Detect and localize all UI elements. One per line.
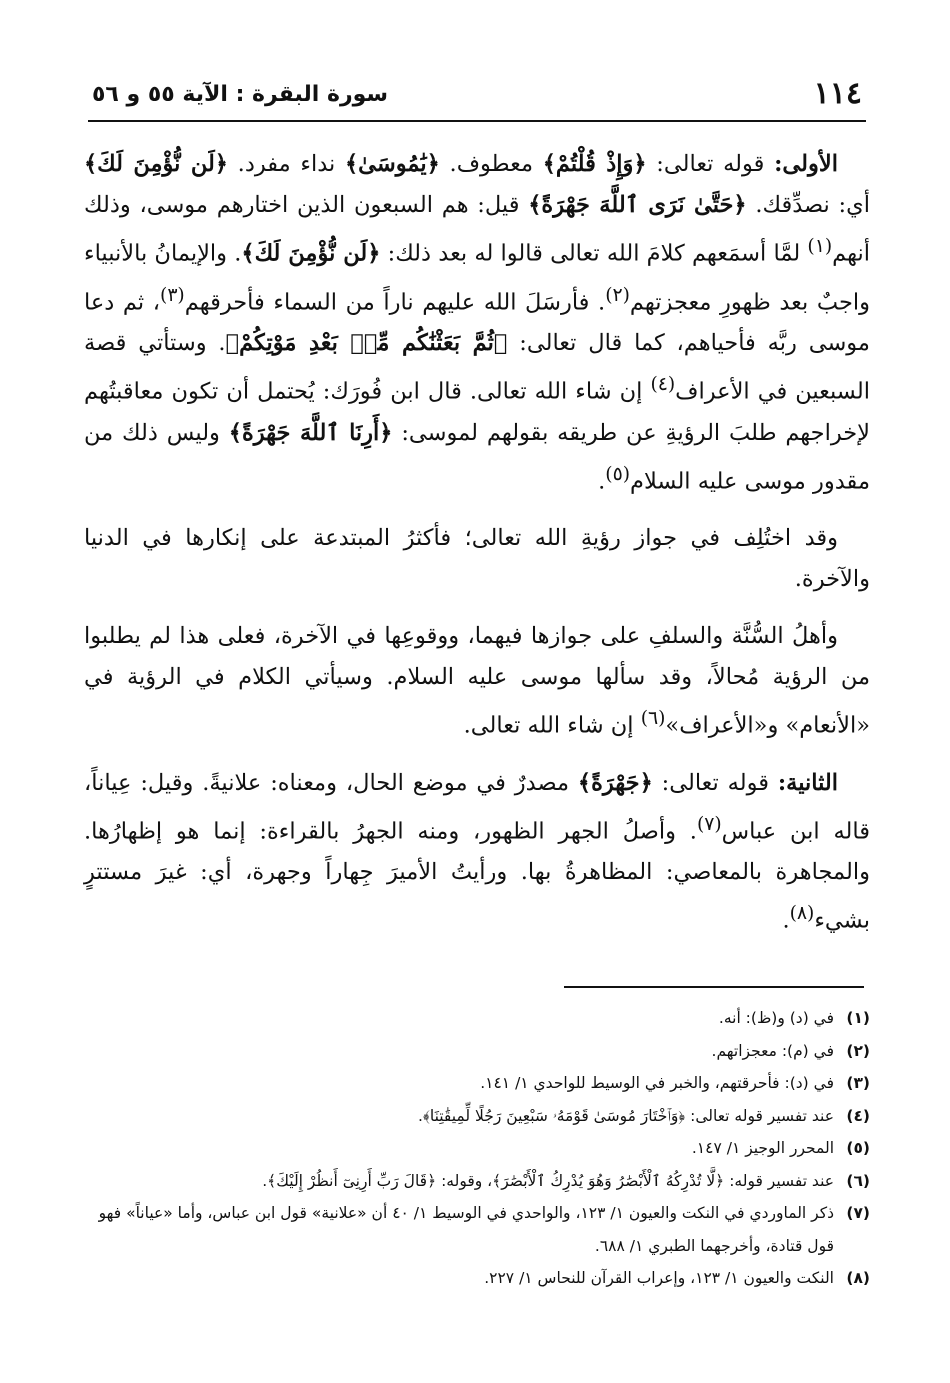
text-run: لمَّا أسمَعهم كلامَ الله تعالى قالوا له بعد ذلك: — [380, 240, 808, 267]
text-run: أي: نصدِّقك. — [746, 192, 871, 218]
footnote-ref[interactable]: (٦) — [640, 708, 666, 729]
text-run: . — [598, 468, 606, 494]
text-run: . وستأتي قصة السبعين في الأعراف — [84, 330, 870, 405]
quran-quote: ﴿ثُمَّ بَعَثْنَٰكُم مِّنۢ بَعْدِ مَوْتِكُمْ﴾ — [225, 330, 508, 356]
text-run: قيل: هم السبعون الذين اختارهم موسى، وذلك أنهم — [84, 192, 870, 267]
quran-quote: ﴿وَإِذْ قُلْتُمْ﴾ — [542, 151, 647, 177]
footnote-item — [84, 1165, 870, 1198]
text-run: نداء مفرد. — [227, 151, 345, 177]
footnote-text: عند تفسير قوله: ﴿لَّا تُدْرِكُهُ ٱلْأَبْصَٰرُ وَهُوَ يُدْرِكُ ٱلْأَبْصَٰرَ﴾، وقوله: ﴿قَالَ رَبِّ أَرِنِىٓ أَنظُرْ إِلَيْكَ﴾. — [262, 1171, 834, 1190]
paragraph-disagreement: وقد اختُلِف في جواز رؤيةِ الله تعالى؛ فأكثرُ المبتدعة على إنكارها في الدنيا والآخرة. — [84, 525, 870, 592]
text-run: إن شاء الله تعالى. — [463, 712, 641, 739]
footnote-item — [84, 1262, 870, 1295]
footnotes-list — [84, 1002, 870, 1295]
text-run: معطوف. — [439, 151, 543, 177]
footnote-number: (٤) — [846, 1106, 870, 1125]
issue-heading-second: الثانية: — [777, 769, 839, 796]
footnote-item — [84, 1067, 870, 1100]
quran-quote: ﴿حَتَّىٰ نَرَى ٱللَّهَ جَهْرَةً﴾ — [528, 192, 747, 218]
footnote-number: (٧) — [846, 1204, 870, 1222]
running-title: سورة البقرة : الآية ٥٥ و ٥٦ — [92, 82, 389, 107]
main-text — [84, 144, 870, 958]
footnote-text: في (د): فأحرقتهم، والخبر في الوسيط للواحدي ١/ ١٤١. — [480, 1074, 834, 1092]
footnote-item — [84, 1002, 870, 1035]
footnote-item — [84, 1035, 870, 1068]
footnote-text: عند تفسير قوله تعالى: ﴿وَٱخْتَارَ مُوسَىٰ قَوْمَهُۥ سَبْعِينَ رَجُلًا لِّمِيقَٰتِنَا﴾. — [418, 1106, 834, 1125]
text-run: . والإيمانُ بالأنبياء واجبٌ بعد ظهورِ معجزتهم — [84, 240, 870, 315]
text-run: مصدرٌ في موضع الحال، ومعناه: علانيةً. وقيل: عِياناً، قاله ابن عباس — [84, 769, 870, 844]
footnote-text: في (م): معجزاتهم. — [711, 1041, 834, 1060]
text-run: قوله تعالى: — [646, 151, 775, 177]
footnote-number: (٢) — [846, 1041, 870, 1060]
footnote-text: في (د) و(ظ): أنه. — [718, 1009, 834, 1027]
footnote-item — [84, 1100, 870, 1133]
text-run: ، ثم دعا موسى ربَّه فأحياهم، كما قال تعالى: — [84, 289, 870, 356]
quran-quote: ﴿أَرِنَا ٱللَّهَ جَهْرَةً﴾ — [228, 419, 393, 446]
paragraph-first-issue — [84, 144, 870, 502]
text-run: وليس ذلك من مقدور موسى عليه السلام — [84, 419, 870, 494]
page-number: ١١٤ — [813, 76, 862, 111]
footnote-item — [84, 1197, 870, 1262]
footnote-ref[interactable]: (٤) — [650, 374, 676, 395]
quran-quote: ﴿لَن نُّؤْمِنَ لَكَ﴾ — [84, 151, 228, 177]
footnote-number: (٥) — [846, 1139, 870, 1157]
footnote-number: (٦) — [846, 1171, 870, 1190]
text-run: وأهلُ السُّنَّة والسلفِ على جوازها فيهما، ووقوعِها في الآخرة، فعلى هذا لم يطلبوا من الرؤية مُحالاً، وقد سألها موسى عليه السلام. وسيأتي الكلام في الرؤية في «الأنعام» و«الأعراف» — [84, 623, 870, 739]
footnote-text: المحرر الوجيز ١/ ١٤٧. — [691, 1139, 834, 1157]
text-run: إن شاء الله تعالى. قال ابن فُورَك: يُحتمل أن تكون معاقبتُهم لإخراجهم طلبَ الرؤيةِ عن طريقه بقولهم لموسى: — [84, 378, 870, 446]
text-run: قوله تعالى: — [652, 769, 778, 796]
footnote-number: (٨) — [846, 1269, 870, 1287]
footnote-text: ذكر الماوردي في النكت والعيون ١/ ١٢٣، والواحدي في الوسيط ١/ ٤٠ أن «علانية» قول ابن عباس، وأما «عياناً» فهو قول قتادة، وأخرجهما الطبري ١/ ٦٨٨. — [98, 1204, 834, 1255]
footnote-separator — [564, 986, 864, 988]
footnote-ref[interactable]: (١) — [807, 236, 833, 257]
paragraph-second-issue — [84, 763, 870, 942]
paragraph-sunnah-position — [84, 616, 870, 747]
issue-heading-first: الأولى: — [774, 151, 838, 177]
footnote-ref[interactable]: (٥) — [605, 463, 631, 485]
footnote-number: (٣) — [846, 1074, 870, 1092]
text-run: . وأصلُ الجهر الظهور، ومنه الجهرُ بالقراءة: إنما هو إظهارُها. والمجاهرة بالمعاصي: المظاهرةُ بها. ورأيتُ الأميرَ جِهاراً وجهرة، أي: غيرَ مستترٍ بشيء — [84, 818, 870, 934]
text-run: . — [782, 907, 790, 934]
footnote-number: (١) — [846, 1009, 870, 1027]
quran-quote: ﴿جَهْرَةً﴾ — [577, 769, 653, 796]
text-run: . فأرسَلَ الله عليهم ناراً من السماء فأحرقهم — [184, 289, 606, 315]
footnote-ref[interactable]: (٧) — [696, 813, 722, 835]
footnote-item — [84, 1132, 870, 1165]
quran-quote: ﴿لَن نُّؤْمِنَ لَكَ﴾ — [241, 240, 381, 267]
footnote-text: النكت والعيون ١/ ١٢٣، وإعراب القرآن للنحاس ١/ ٢٢٧. — [484, 1269, 834, 1287]
footnote-ref[interactable]: (٨) — [789, 903, 815, 924]
page-header — [88, 74, 866, 122]
footnote-ref[interactable]: (٣) — [160, 284, 185, 306]
quran-quote: ﴿يَٰمُوسَىٰ﴾ — [344, 151, 440, 177]
footnote-ref[interactable]: (٢) — [605, 284, 630, 306]
